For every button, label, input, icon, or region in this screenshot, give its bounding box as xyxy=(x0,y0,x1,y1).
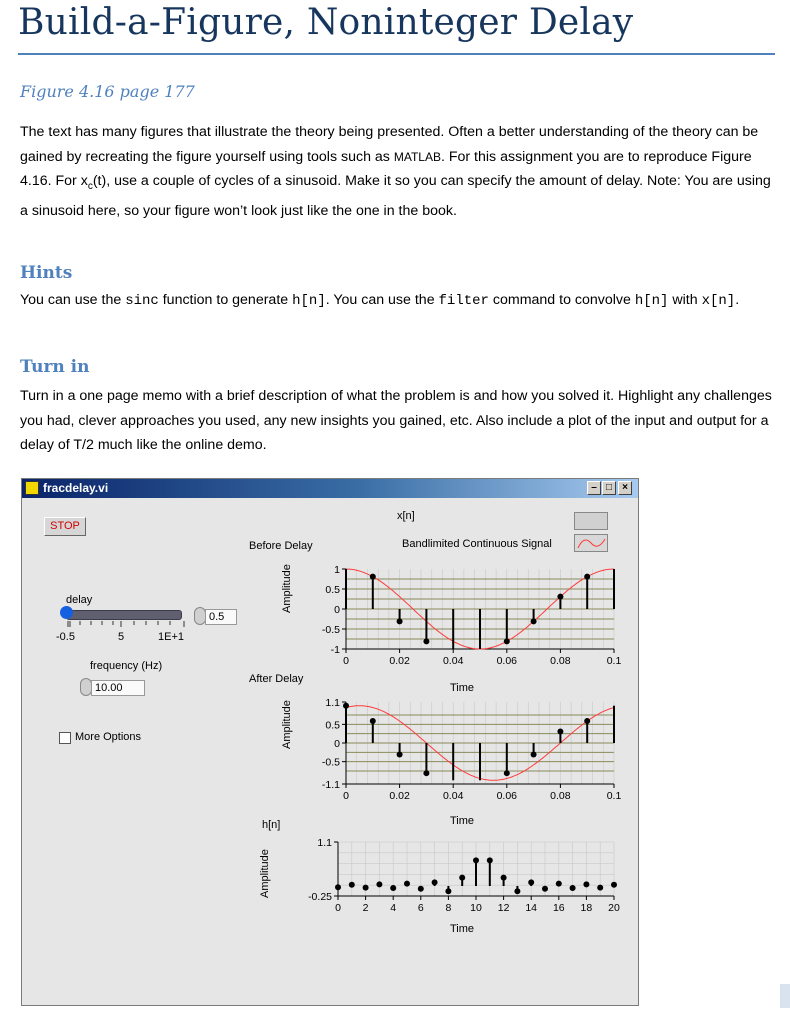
x-tick-label: 6 xyxy=(417,902,424,914)
hints-text-1: You can use the xyxy=(20,292,126,308)
window-title: fracdelay.vi xyxy=(43,481,109,495)
stem-marker xyxy=(514,888,520,894)
hints-paragraph xyxy=(20,288,772,314)
y-tick-label: -0.25 xyxy=(308,891,332,903)
slider-tick-min: -0.5 xyxy=(56,631,75,643)
stem-marker xyxy=(531,618,537,624)
x-tick-label: 0.06 xyxy=(496,655,518,667)
y-tick-label: 0 xyxy=(334,738,340,750)
x-tick-label: 0.04 xyxy=(442,655,464,667)
document-title: Build-a-Figure, Noninteger Delay xyxy=(18,2,634,43)
code-h-n: h[n] xyxy=(292,293,326,309)
x-tick-label: 0.08 xyxy=(550,655,571,667)
stem-marker xyxy=(584,718,590,724)
delay-slider-handle[interactable] xyxy=(60,606,73,619)
stem-marker xyxy=(423,770,429,776)
before-delay-chart xyxy=(312,559,622,669)
y-tick-label: -1.1 xyxy=(321,779,340,791)
x-tick-label: 8 xyxy=(445,902,452,914)
stem-marker xyxy=(397,752,403,758)
code-filter: filter xyxy=(438,293,489,309)
figure-reference: Figure 4.16 page 177 xyxy=(20,82,195,101)
stem-marker xyxy=(459,875,465,881)
hn-title: h[n] xyxy=(262,819,281,831)
stem-marker xyxy=(611,882,617,888)
title-rule xyxy=(18,53,775,55)
stem-marker xyxy=(390,885,396,891)
after-delay-chart xyxy=(312,694,622,809)
stem-marker xyxy=(370,718,376,724)
stem-marker xyxy=(473,857,479,863)
stem-marker xyxy=(583,881,589,887)
scrollbar-edge[interactable] xyxy=(780,984,790,1008)
after-ylabel: Amplitude xyxy=(281,700,293,749)
matlab-smallcaps: MATLAB xyxy=(393,149,441,164)
stop-button[interactable]: STOP xyxy=(44,517,86,536)
intro-paragraph xyxy=(20,120,772,224)
turn-in-heading: Turn in xyxy=(20,357,90,377)
y-tick-label: 1.1 xyxy=(317,837,332,849)
plot-legend-series: Bandlimited Continuous Signal xyxy=(402,538,552,550)
y-tick-label: -0.5 xyxy=(321,624,340,636)
stem-marker xyxy=(343,703,349,709)
stem-marker xyxy=(556,881,562,887)
x-tick-label: 4 xyxy=(390,902,397,914)
x-tick-label: 0.04 xyxy=(442,790,464,802)
hints-text-4: command to convolve xyxy=(488,292,635,308)
x-tick-label: 2 xyxy=(362,902,369,914)
x-tick-label: 0.02 xyxy=(389,790,410,802)
code-x-n: x[n] xyxy=(701,293,736,309)
y-tick-label: 1.1 xyxy=(325,697,340,709)
stem-marker xyxy=(397,618,403,624)
hints-text-5: with xyxy=(668,292,702,308)
close-icon[interactable]: × xyxy=(618,481,632,495)
stem-marker xyxy=(504,638,510,644)
delay-slider[interactable] xyxy=(66,610,182,620)
intro-text-3: (t), use a couple of cycles of a sinusoid. Make it so you can specify the amount of delay. Note: You are using a sinusoid here, so your figure won’t look just like the one in the book. xyxy=(20,173,771,220)
stem-marker xyxy=(557,728,563,734)
stem-marker xyxy=(584,574,590,580)
hints-heading: Hints xyxy=(20,263,73,283)
y-tick-label: 0.5 xyxy=(325,719,340,732)
intro-subscript: c xyxy=(87,180,93,192)
x-tick-label: 12 xyxy=(497,902,510,914)
plot-legend-name: x[n] xyxy=(397,510,415,522)
y-tick-label: 0 xyxy=(334,604,340,616)
after-delay-title: After Delay xyxy=(249,673,304,685)
intro-text-2: . For this assignment you are to reproduce Figure 4.16. For x xyxy=(20,148,752,189)
x-tick-label: 0 xyxy=(335,902,341,914)
more-options-label: More Options xyxy=(75,731,142,743)
stem-marker xyxy=(335,884,341,890)
x-tick-label: 16 xyxy=(552,902,565,914)
maximize-icon[interactable]: □ xyxy=(602,481,616,495)
delay-slider-scale xyxy=(62,621,202,631)
stem-marker xyxy=(432,879,438,885)
frequency-field[interactable]: 10.00 xyxy=(91,680,145,696)
x-tick-label: 0.06 xyxy=(496,790,518,802)
code-h-n-2: h[n] xyxy=(634,293,669,309)
stem-marker xyxy=(528,879,534,885)
stem-marker xyxy=(557,594,563,600)
stem-marker xyxy=(349,882,355,888)
x-tick-label: 14 xyxy=(525,902,538,914)
delay-value-field[interactable]: 0.5 xyxy=(205,609,237,625)
x-tick-label: 0.02 xyxy=(389,655,410,667)
y-tick-label: 1 xyxy=(334,564,340,576)
stem-marker xyxy=(418,886,424,892)
y-tick-label: 0.5 xyxy=(325,584,340,596)
labview-window xyxy=(21,478,639,1006)
before-xlabel: Time xyxy=(450,682,475,694)
labview-vi-icon xyxy=(25,481,39,495)
stem-marker xyxy=(570,885,576,891)
x-tick-label: 0.1 xyxy=(606,790,622,802)
x-tick-label: 18 xyxy=(580,902,593,914)
stem-marker xyxy=(542,886,548,892)
y-tick-label: -0.5 xyxy=(321,756,340,769)
stem-marker xyxy=(531,752,537,758)
x-tick-label: 0.08 xyxy=(550,790,571,802)
stem-marker xyxy=(376,881,382,887)
graph-palette-icon[interactable] xyxy=(574,512,608,530)
slider-tick-mid: 5 xyxy=(118,631,125,643)
intro-text-1: The text has many figures that illustrate the theory being presented. Often a better understanding of the theory can be gained by recreating the figure yourself using tools such as xyxy=(20,124,759,165)
x-tick-label: 10 xyxy=(470,902,482,914)
x-tick-label: 0 xyxy=(343,790,349,802)
stem-marker xyxy=(363,885,369,891)
x-tick-label: 20 xyxy=(608,902,620,914)
code-sinc: sinc xyxy=(125,293,159,309)
legend-swatch[interactable] xyxy=(574,534,608,552)
turn-in-paragraph: Turn in a one page memo with a brief description of what the problem is and how you solved it. Highlight any challenges you had, clever approaches you used, any new insights you gained, etc. Also include a plot of the input and output for a delay of T/2 much like the online demo. xyxy=(20,388,772,453)
after-xlabel: Time xyxy=(450,815,475,827)
hn-xlabel: Time xyxy=(450,923,475,935)
stem-marker xyxy=(370,574,376,580)
x-tick-label: 0.1 xyxy=(606,655,622,667)
stem-marker xyxy=(487,857,493,863)
more-options-checkbox[interactable] xyxy=(59,732,71,744)
window-titlebar[interactable] xyxy=(22,479,638,498)
hn-ylabel: Amplitude xyxy=(259,849,271,898)
delay-label: delay xyxy=(66,594,93,606)
hn-chart xyxy=(302,834,622,924)
stem-marker xyxy=(404,881,410,887)
stem-marker xyxy=(501,875,507,881)
hints-text-3: . You can use the xyxy=(325,292,439,308)
x-tick-label: 0 xyxy=(343,655,349,667)
stem-marker xyxy=(597,885,603,891)
y-tick-label: -1 xyxy=(330,644,340,656)
slider-tick-max: 1E+1 xyxy=(158,631,184,643)
stem-marker xyxy=(423,638,429,644)
stem-marker xyxy=(504,770,510,776)
hints-text-6: . xyxy=(735,292,740,308)
before-delay-title: Before Delay xyxy=(249,540,313,552)
before-ylabel: Amplitude xyxy=(281,564,293,613)
hints-text-2: function to generate xyxy=(158,292,293,308)
minimize-icon[interactable]: – xyxy=(587,481,601,495)
stem-marker xyxy=(445,888,451,894)
frequency-label: frequency (Hz) xyxy=(90,660,163,672)
